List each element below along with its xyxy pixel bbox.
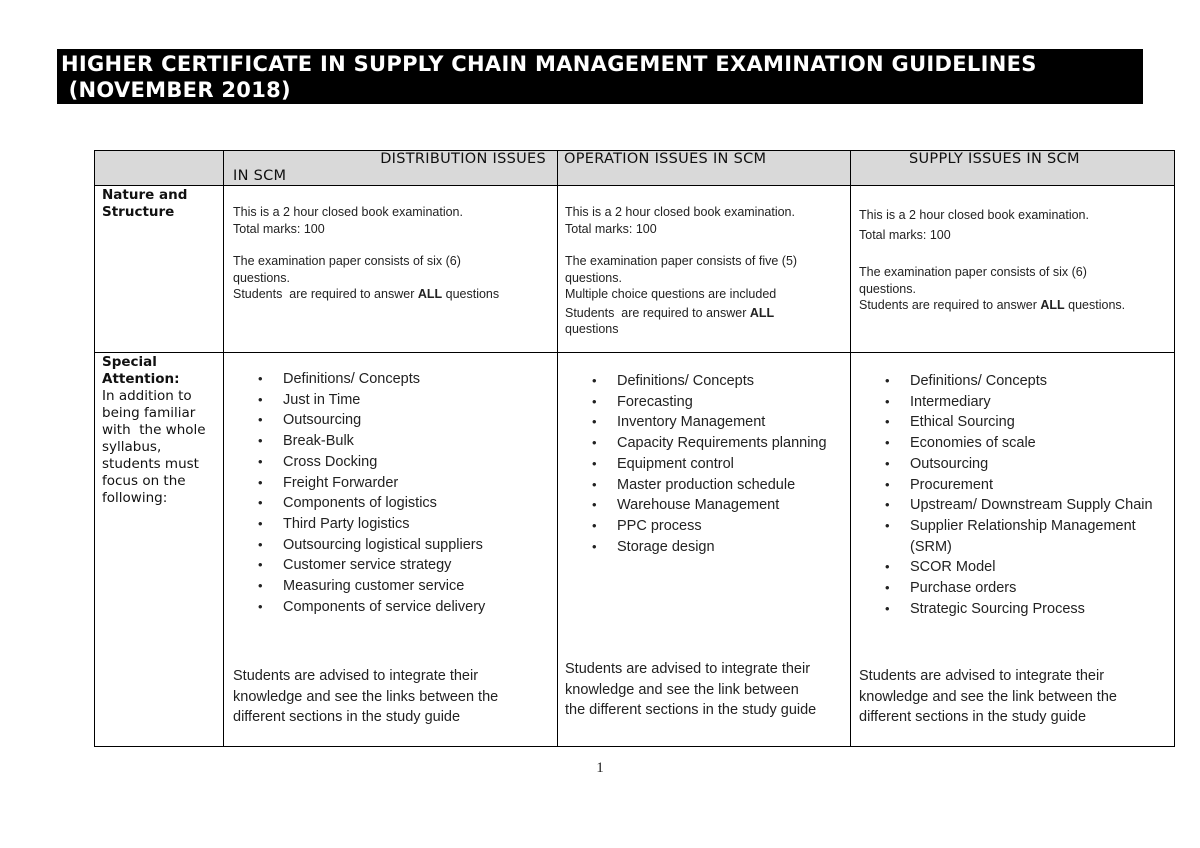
page-number: 1 bbox=[596, 760, 604, 776]
list-item-text: Cross Docking bbox=[283, 453, 378, 470]
nature-operation-line1: This is a 2 hour closed book examination. bbox=[565, 205, 795, 219]
supply-advice-text bbox=[859, 666, 1168, 728]
nature-supply-line3: The examination paper consists of six (6) bbox=[859, 265, 1087, 279]
special-supply-cell bbox=[851, 353, 1175, 747]
bullet-icon: • bbox=[885, 580, 890, 596]
list-item bbox=[224, 535, 547, 556]
row-label-special-desc-line: syllabus, bbox=[102, 439, 162, 455]
operation-advice-text bbox=[565, 659, 846, 721]
advice-line: Students are advised to integrate their bbox=[233, 668, 479, 684]
list-item bbox=[224, 493, 547, 514]
advice-line: knowledge and see the links between the bbox=[233, 688, 499, 705]
nature-operation-cell bbox=[558, 186, 851, 353]
row-label-nature-structure bbox=[95, 186, 224, 353]
list-item-text: Third Party logistics bbox=[283, 515, 410, 532]
header-supply-issues bbox=[851, 151, 1175, 186]
list-item-text: Outsourcing bbox=[283, 412, 362, 429]
list-item bbox=[224, 597, 547, 618]
document-title-line-1: HIGHER CERTIFICATE IN SUPPLY CHAIN MANAGEMENT EXAMINATION GUIDELINES bbox=[61, 52, 1037, 76]
advice-line: different sections in the study guide bbox=[859, 709, 1087, 725]
list-item-text: Economies of scale bbox=[910, 435, 1036, 452]
list-item bbox=[224, 473, 547, 494]
bullet-icon: • bbox=[885, 517, 890, 533]
list-item-text: Equipment control bbox=[617, 455, 734, 472]
header-distribution-issues bbox=[224, 151, 558, 186]
row-label-nature-line2: Structure bbox=[102, 204, 175, 220]
list-item bbox=[558, 412, 840, 433]
row-label-nature-line1: Nature and bbox=[102, 187, 188, 203]
bullet-icon: • bbox=[258, 412, 263, 428]
list-item bbox=[224, 452, 547, 473]
list-item bbox=[558, 475, 840, 496]
list-item-text: Customer service strategy bbox=[283, 557, 452, 574]
row-label-special-desc-line: students must bbox=[102, 456, 199, 472]
row-label-special-line1: Special bbox=[102, 354, 157, 370]
header-operation-issues bbox=[558, 151, 851, 186]
nature-operation-line3: The examination paper consists of five (5) bbox=[565, 254, 798, 268]
bullet-icon: • bbox=[258, 515, 263, 531]
bullet-icon: • bbox=[592, 373, 597, 388]
bullet-icon: • bbox=[258, 391, 263, 407]
bullet-icon: • bbox=[258, 557, 263, 573]
bullet-icon: • bbox=[592, 435, 597, 451]
bullet-icon: • bbox=[885, 435, 890, 451]
list-item-text: Ethical Sourcing bbox=[910, 414, 1015, 431]
bullet-icon: • bbox=[592, 538, 597, 554]
list-item bbox=[851, 392, 1160, 413]
list-item bbox=[851, 412, 1160, 433]
list-item-text: Forecasting bbox=[617, 393, 693, 410]
list-item bbox=[558, 371, 840, 392]
nature-supply-cell bbox=[851, 186, 1175, 353]
list-item-text: Outsourcing bbox=[910, 455, 989, 472]
list-item-text: Capacity Requirements planning bbox=[617, 435, 827, 452]
bullet-icon: • bbox=[592, 476, 597, 492]
bullet-icon: • bbox=[258, 598, 263, 614]
list-item bbox=[558, 537, 840, 558]
row-label-special-desc-line: focus on the bbox=[102, 473, 186, 489]
bullet-icon: • bbox=[592, 517, 597, 533]
bullet-icon: • bbox=[885, 559, 890, 575]
list-item bbox=[558, 495, 840, 516]
exam-guidelines-table bbox=[94, 150, 1175, 747]
list-item-text: Master production schedule bbox=[617, 476, 796, 493]
list-item-text: Purchase orders bbox=[910, 580, 1017, 597]
operation-topic-list bbox=[558, 353, 850, 557]
bullet-icon: • bbox=[258, 433, 263, 449]
advice-line: knowledge and see the link between the bbox=[859, 688, 1117, 705]
list-item bbox=[851, 557, 1160, 578]
list-item-text: Freight Forwarder bbox=[283, 474, 399, 491]
list-item bbox=[558, 433, 840, 454]
nature-supply-line1: This is a 2 hour closed book examination. bbox=[859, 208, 1089, 222]
nature-distribution-line4: questions. bbox=[233, 270, 290, 285]
advice-line: different sections in the study guide bbox=[233, 709, 461, 725]
list-item-text: SCOR Model bbox=[910, 559, 996, 576]
list-item-text: Warehouse Management bbox=[617, 497, 780, 514]
special-operation-cell bbox=[558, 353, 851, 747]
bullet-icon: • bbox=[885, 393, 890, 409]
table-header-row bbox=[95, 151, 1175, 186]
nature-operation-line6: Students are required to answer ALL bbox=[565, 305, 775, 320]
bullet-icon: • bbox=[885, 414, 890, 430]
nature-supply-line2: Total marks: 100 bbox=[859, 227, 951, 242]
list-item-text: Just in Time bbox=[283, 391, 361, 408]
bullet-icon: • bbox=[258, 578, 263, 594]
bullet-icon: • bbox=[258, 453, 263, 469]
bullet-icon: • bbox=[258, 495, 263, 511]
bullet-icon: • bbox=[592, 414, 597, 430]
bullet-icon: • bbox=[258, 474, 263, 490]
distribution-advice-text bbox=[233, 666, 551, 728]
list-item bbox=[851, 454, 1160, 475]
row-label-special-desc-line: In addition to bbox=[102, 388, 192, 404]
nature-distribution-line1: This is a 2 hour closed book examination. bbox=[233, 205, 463, 219]
list-item-text: Measuring customer service bbox=[283, 578, 465, 595]
document-title-line-2: (NOVEMBER 2018) bbox=[61, 78, 291, 102]
list-item-text: Strategic Sourcing Process bbox=[910, 600, 1085, 617]
list-item-text: Upstream/ Downstream Supply Chain bbox=[910, 497, 1153, 514]
row-label-special-line2: Attention: bbox=[102, 371, 180, 387]
bullet-icon: • bbox=[885, 600, 890, 616]
special-distribution-cell bbox=[224, 353, 558, 747]
list-item-text: Inventory Management bbox=[617, 414, 766, 431]
nature-structure-row bbox=[95, 186, 1175, 353]
nature-distribution-line3: The examination paper consists of six (6) bbox=[233, 254, 461, 268]
nature-operation-line4: questions. bbox=[565, 270, 622, 285]
list-item-text: Definitions/ Concepts bbox=[910, 373, 1048, 389]
advice-line: the different sections in the study guide bbox=[565, 702, 817, 718]
nature-supply-line4: questions. bbox=[859, 281, 916, 296]
list-item-text: Break-Bulk bbox=[283, 433, 354, 450]
list-item-text: Storage design bbox=[617, 538, 715, 555]
supply-topic-list bbox=[851, 353, 1174, 619]
bullet-icon: • bbox=[592, 497, 597, 513]
list-item bbox=[558, 516, 840, 537]
list-item bbox=[558, 392, 840, 413]
list-item-text: Definitions/ Concepts bbox=[617, 373, 755, 389]
header-supply-text: SUPPLY ISSUES IN SCM bbox=[909, 151, 1080, 167]
bullet-icon: • bbox=[885, 476, 890, 492]
list-item bbox=[224, 514, 547, 535]
list-item bbox=[224, 410, 547, 431]
list-item bbox=[851, 433, 1160, 454]
row-label-special-desc-line: being familiar bbox=[102, 405, 196, 421]
list-item-text: Intermediary bbox=[910, 393, 991, 410]
nature-operation-line2: Total marks: 100 bbox=[565, 221, 657, 236]
bullet-icon: • bbox=[885, 455, 890, 471]
list-item bbox=[851, 371, 1160, 392]
bullet-icon: • bbox=[592, 455, 597, 471]
list-item-text: Supplier Relationship Management (SRM) bbox=[910, 517, 1136, 555]
list-item bbox=[224, 555, 547, 576]
nature-distribution-line2: Total marks: 100 bbox=[233, 221, 325, 236]
document-title-bar bbox=[57, 49, 1143, 104]
list-item bbox=[224, 369, 547, 390]
list-item-text: PPC process bbox=[617, 517, 702, 534]
list-item bbox=[224, 431, 547, 452]
list-item-text: Components of logistics bbox=[283, 495, 437, 512]
bullet-icon: • bbox=[592, 393, 597, 409]
header-operation-text: OPERATION ISSUES IN SCM bbox=[564, 151, 767, 167]
advice-line: Students are advised to integrate their bbox=[859, 668, 1105, 684]
bullet-icon: • bbox=[885, 497, 890, 513]
distribution-topic-list bbox=[224, 353, 557, 617]
bullet-icon: • bbox=[885, 373, 890, 388]
header-empty-cell bbox=[95, 151, 224, 186]
advice-line: knowledge and see the link between bbox=[565, 681, 799, 698]
list-item bbox=[851, 495, 1160, 516]
list-item-text: Definitions/ Concepts bbox=[283, 371, 421, 387]
nature-operation-line5: Multiple choice questions are included bbox=[565, 287, 777, 301]
list-item bbox=[224, 390, 547, 411]
list-item bbox=[851, 599, 1160, 620]
bullet-icon: • bbox=[258, 536, 263, 552]
list-item bbox=[851, 516, 1160, 557]
list-item bbox=[558, 454, 840, 475]
header-distribution-part2: IN SCM bbox=[233, 168, 287, 184]
list-item bbox=[224, 576, 547, 597]
list-item-text: Components of service delivery bbox=[283, 598, 486, 615]
row-label-special-desc-line: with the whole bbox=[102, 422, 206, 438]
nature-distribution-cell bbox=[224, 186, 558, 353]
nature-operation-line7: questions bbox=[565, 322, 619, 336]
advice-line: Students are advised to integrate their bbox=[565, 661, 811, 677]
row-label-special-desc-line: following: bbox=[102, 490, 168, 506]
list-item bbox=[851, 475, 1160, 496]
special-attention-row bbox=[95, 353, 1175, 747]
row-label-special-description bbox=[102, 388, 217, 507]
row-label-special-attention bbox=[95, 353, 224, 747]
header-distribution-part1: DISTRIBUTION ISSUES bbox=[380, 151, 546, 167]
list-item bbox=[851, 578, 1160, 599]
list-item-text: Outsourcing logistical suppliers bbox=[283, 536, 483, 553]
bullet-icon: • bbox=[258, 371, 263, 386]
nature-supply-line5: Students are required to answer ALL questions. bbox=[859, 298, 1126, 312]
nature-distribution-line5: Students are required to answer ALL questions bbox=[233, 287, 500, 301]
list-item-text: Procurement bbox=[910, 476, 994, 493]
